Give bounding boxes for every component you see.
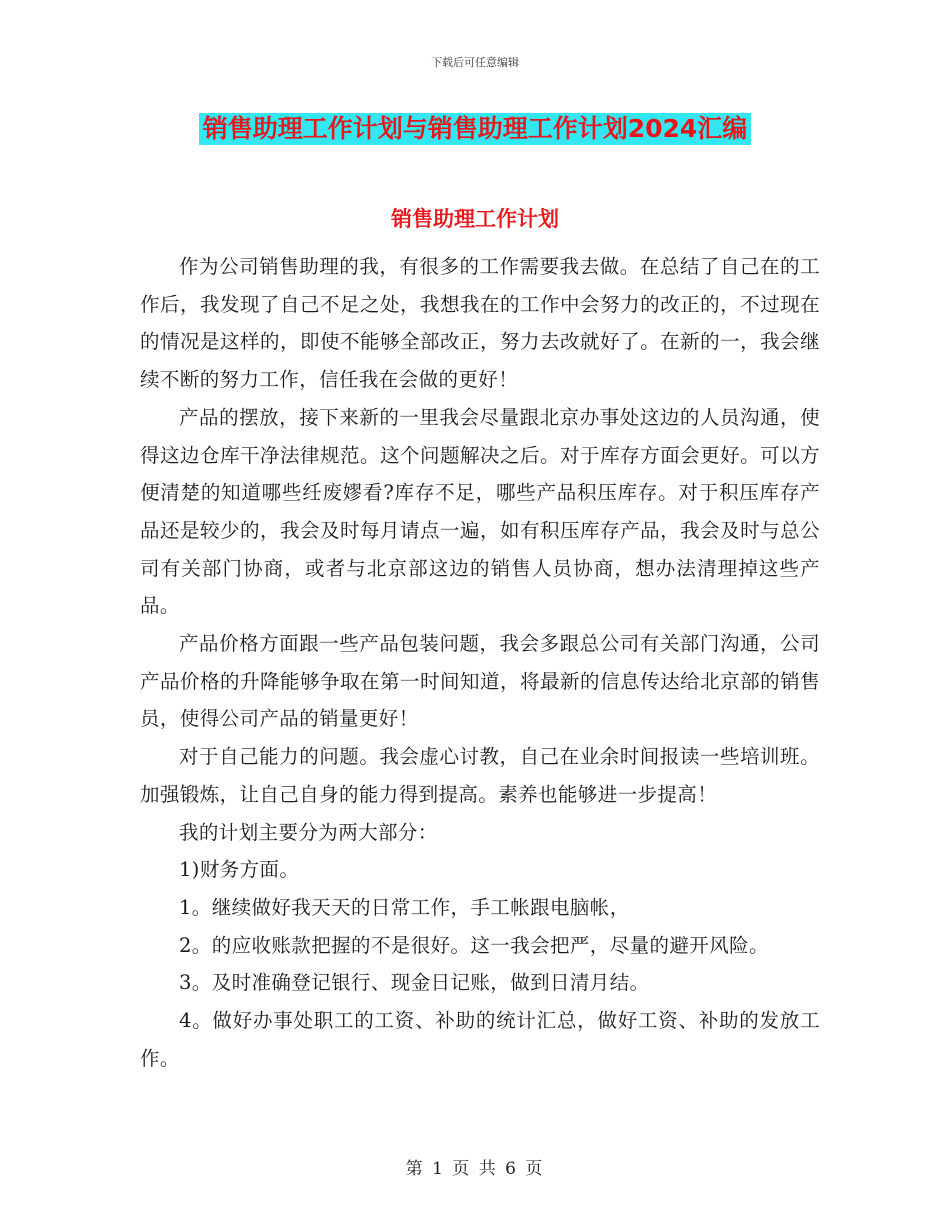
paragraph: 产品价格方面跟一些产品包装问题，我会多跟总公司有关部门沟通，公司产品价格的升降能够争取在第一时间知道，将最新的信息传达给北京部的销售员，使得公司产品的销量更好！ bbox=[140, 632, 820, 731]
document-title-wrap bbox=[0, 113, 950, 145]
document-body bbox=[140, 248, 820, 1077]
list-item: 1。继续做好我天天的日常工作，手工帐跟电脑帐， bbox=[179, 895, 630, 919]
header-note: 下载后可任意编辑 bbox=[431, 56, 519, 69]
paragraph: 1)财务方面。 bbox=[179, 858, 300, 882]
document-title: 销售助理工作计划与销售助理工作计划2024汇编 bbox=[199, 113, 752, 145]
list-item: 3。及时准确登记银行、现金日记账，做到日清月结。 bbox=[179, 971, 650, 995]
page-number: 第 1 页 共 6 页 bbox=[405, 1159, 545, 1179]
paragraph: 我的计划主要分为两大部分： bbox=[179, 820, 438, 844]
paragraph: 对于自己能力的问题。我会虚心讨教，自己在业余时间报读一些培训班。加强锻炼，让自己自身的能力得到提高。素养也能够进一步提高！ bbox=[140, 745, 820, 806]
section-title: 销售助理工作计划 bbox=[391, 207, 559, 231]
list-item: 2。的应收账款把握的不是很好。这一我会把严，尽量的避开风险。 bbox=[179, 933, 769, 957]
list-item: 4。做好办事处职工的工资、补助的统计汇总，做好工资、补助的发放工作。 bbox=[140, 1009, 820, 1070]
paragraph: 产品的摆放，接下来新的一里我会尽量跟北京办事处这边的人员沟通，使得这边仓库干净法律规范。这个问题解决之后。对于库存方面会更好。可以方便清楚的知道哪些纴废嫪看?库存不足，哪些产品积压库存。对于积压库存产品还是较少的，我会及时每月请点一遍，如有积压库存产品，我会及时与总公司有关部门协商，或者与北京部这边的销售人员协商，想办法清理掉这些产品。 bbox=[140, 405, 820, 618]
paragraph: 作为公司销售助理的我，有很多的工作需要我去做。在总结了自己在的工作后，我发现了自己不足之处，我想我在的工作中会努力的改正的，不过现在的情况是这样的，即使不能够全部改正，努力去改就好了。在新的一，我会继续不断的努力工作，信任我在会做的更好！ bbox=[140, 255, 820, 392]
